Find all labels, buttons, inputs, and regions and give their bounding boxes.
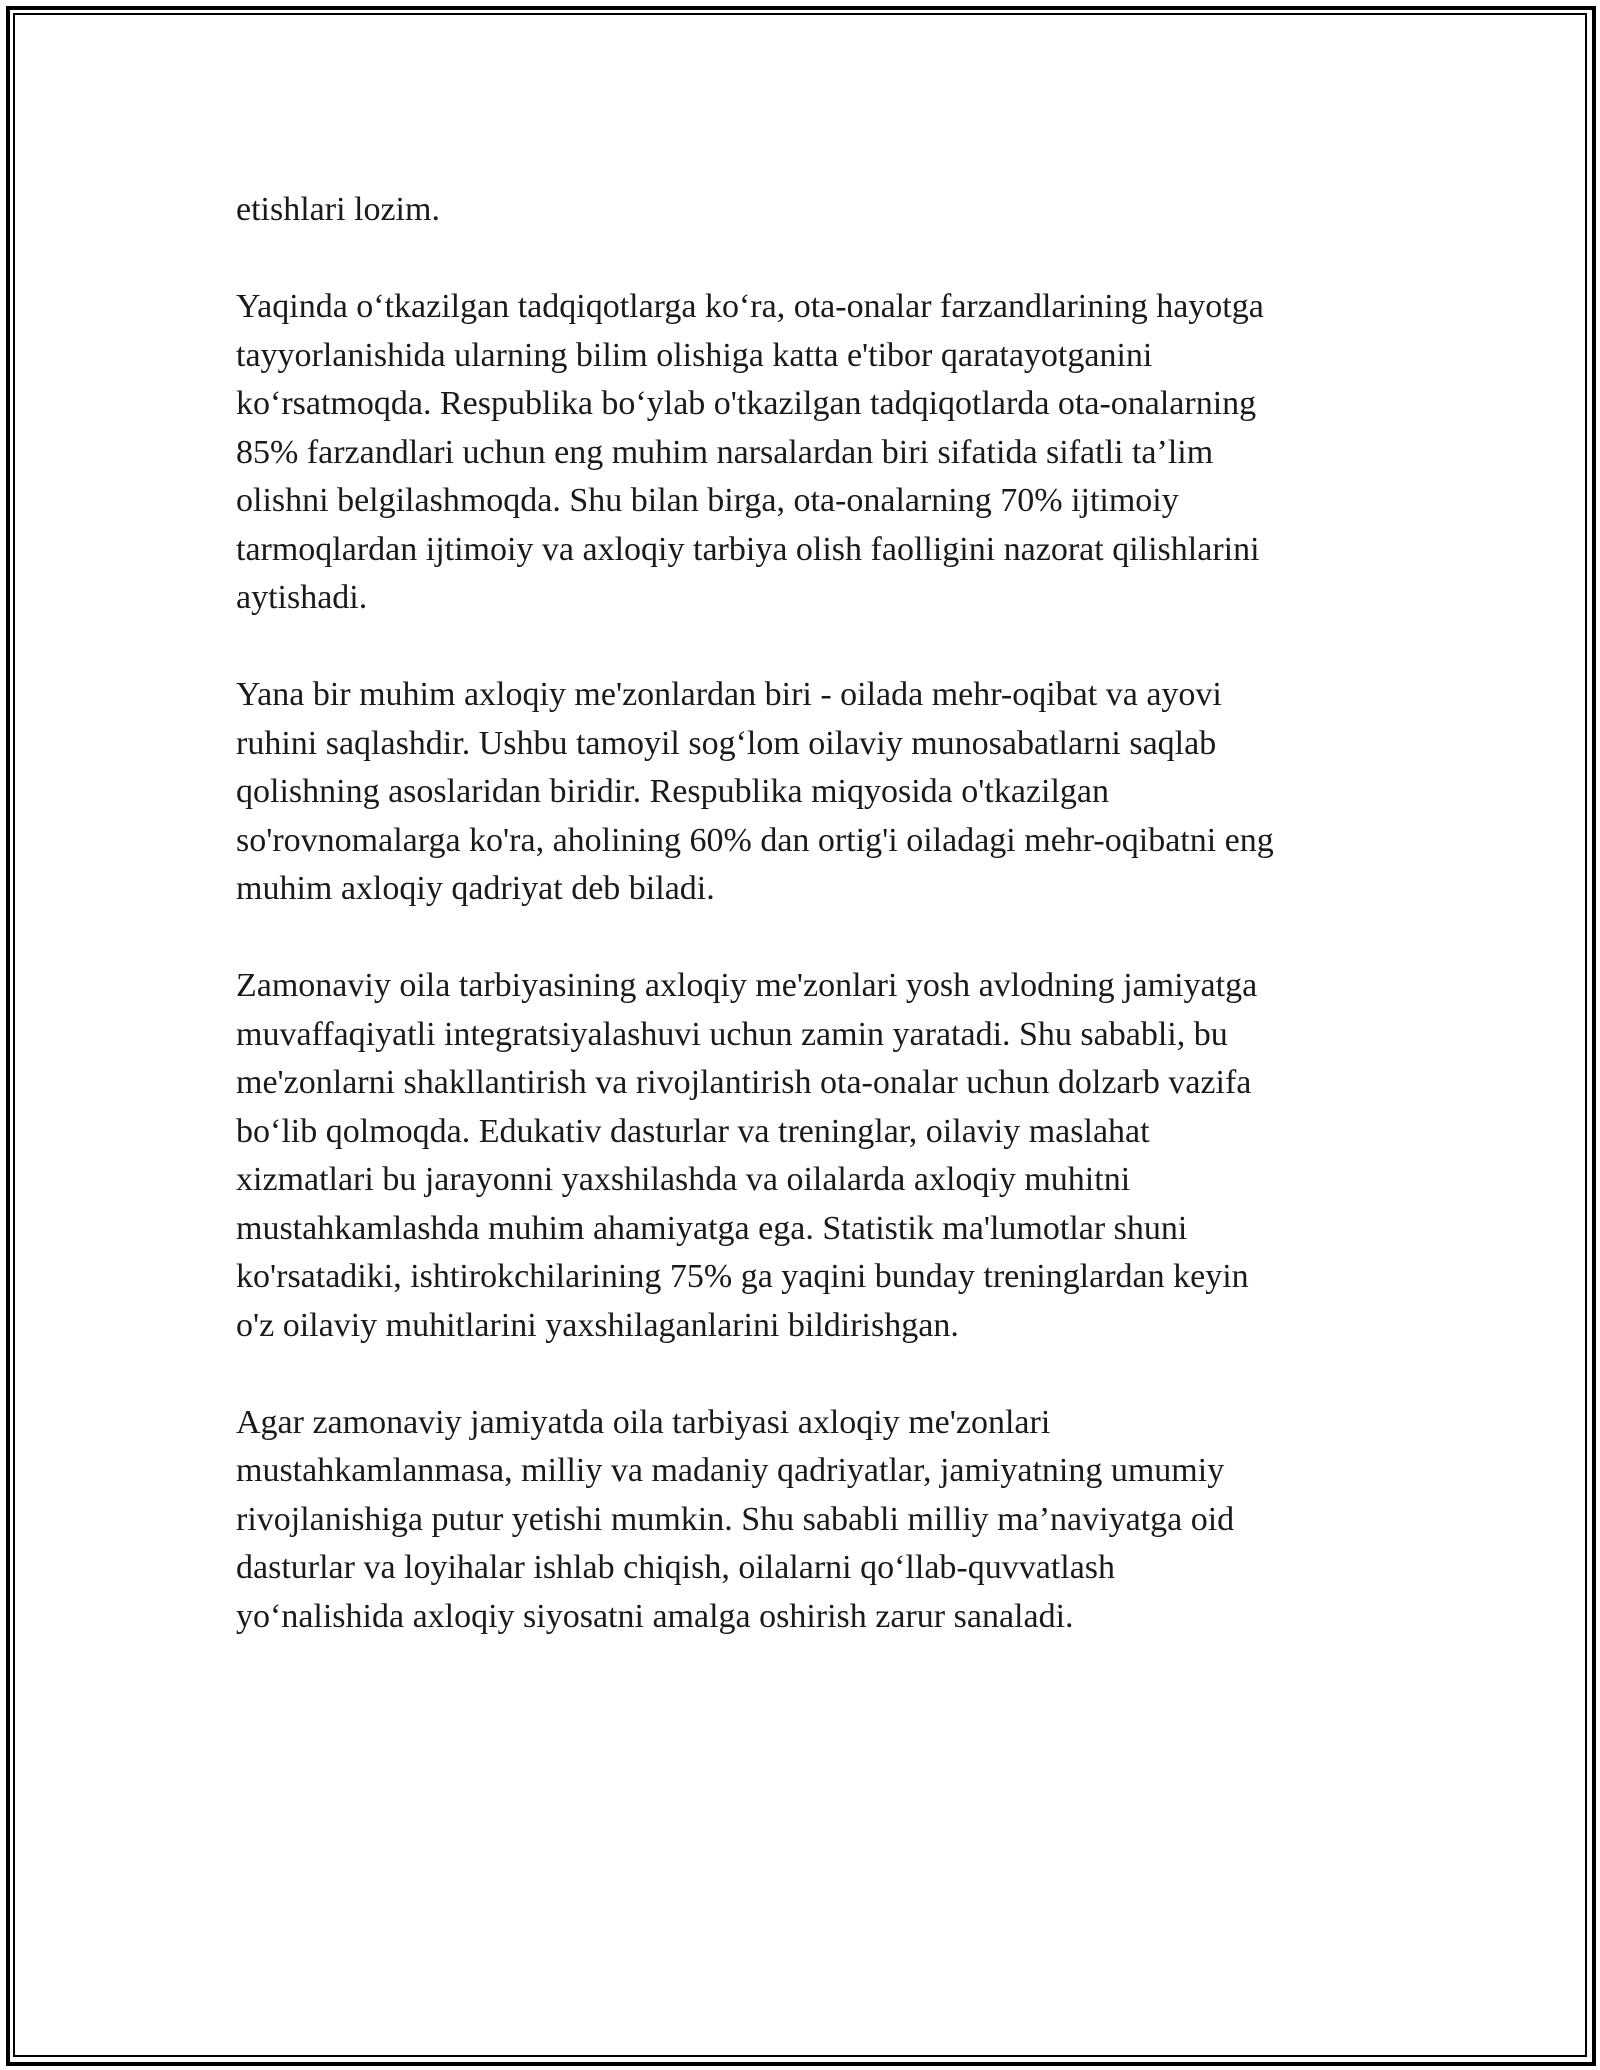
text-line: ko‘rsatmoqda. Respublika bo‘ylab o'tkazilgan tadqiqotlarda ota-onalarning (236, 385, 1257, 422)
paragraph-1 (236, 186, 1366, 235)
text-line: tarmoqlardan ijtimoiy va axloqiy tarbiya olish faolligini nazorat qilishlarini (236, 530, 1260, 568)
text-line: ruhini saqlashdir. Ushbu tamoyil sog‘lom oilaviy munosabatlarni saqlab (236, 724, 1217, 762)
text-line: olishni belgilashmoqda. Shu bilan birga, ota-onalarning 70% ijtimoiy (236, 482, 1179, 519)
text-line: aytishadi. (236, 579, 368, 616)
text-line: muvaffaqiyatli integratsiyalashuvi uchun zamin yaratadi. Shu sababli, bu (236, 1015, 1228, 1053)
text-line: Zamonaviy oila tarbiyasining axloqiy me'zonlari yosh avlodning jamiyatga (236, 967, 1258, 1004)
text-line: dasturlar va loyihalar ishlab chiqish, oilalarni qo‘llab-quvvatlash (236, 1549, 1116, 1586)
paragraph-4 (236, 962, 1366, 1350)
paragraph-3 (236, 671, 1366, 914)
text-line: yo‘nalishida axloqiy siyosatni amalga oshirish zarur sanaladi. (236, 1597, 1074, 1635)
text-line: mustahkamlashda muhim ahamiyatga ega. Statistik ma'lumotlar shuni (236, 1209, 1188, 1247)
paragraph-2 (236, 283, 1366, 623)
text-line: 85% farzandlari uchun eng muhim narsalardan biri sifatida sifatli ta’lim (236, 433, 1214, 471)
text-line: o'z oilaviy muhitlarini yaxshilaganlarini bildirishgan. (236, 1306, 959, 1344)
text-line: me'zonlarni shakllantirish va rivojlantirish ota-onalar uchun dolzarb vazifa (236, 1064, 1252, 1101)
text-line: mustahkamlanmasa, milliy va madaniy qadriyatlar, jamiyatning umumiy (236, 1452, 1225, 1489)
text-line: Agar zamonaviy jamiyatda oila tarbiyasi axloqiy me'zonlari (236, 1403, 1051, 1441)
document-body (236, 186, 1366, 1690)
text-line: so'rovnomalarga ko'ra, aholining 60% dan ortig'i oiladagi mehr-oqibatni eng (236, 821, 1274, 859)
text-line: muhim axloqiy qadriyat deb biladi. (236, 870, 715, 907)
text-line: qolishning asoslaridan biridir. Respublika miqyosida o'tkazilgan (236, 773, 1110, 810)
text-line: Yaqinda o‘tkazilgan tadqiqotlarga ko‘ra, ota-onalar farzandlarining hayotga (236, 288, 1264, 325)
text-line: Yana bir muhim axloqiy me'zonlardan biri - oilada mehr-oqibat va ayovi (236, 676, 1222, 713)
text-line: etishlari lozim. (236, 191, 440, 228)
text-line: rivojlanishiga putur yetishi mumkin. Shu sababli milliy ma’naviyatga oid (236, 1500, 1235, 1538)
text-line: ko'rsatadiki, ishtirokchilarining 75% ga yaqini bunday treninglardan keyin (236, 1258, 1249, 1295)
text-line: bo‘lib qolmoqda. Edukativ dasturlar va treninglar, oilaviy maslahat (236, 1112, 1150, 1150)
paragraph-5 (236, 1399, 1366, 1642)
text-line: tayyorlanishida ularning bilim olishiga katta e'tibor qaratayotganini (236, 336, 1153, 374)
text-line: xizmatlari bu jarayonni yaxshilashda va oilalarda axloqiy muhitni (236, 1161, 1131, 1198)
